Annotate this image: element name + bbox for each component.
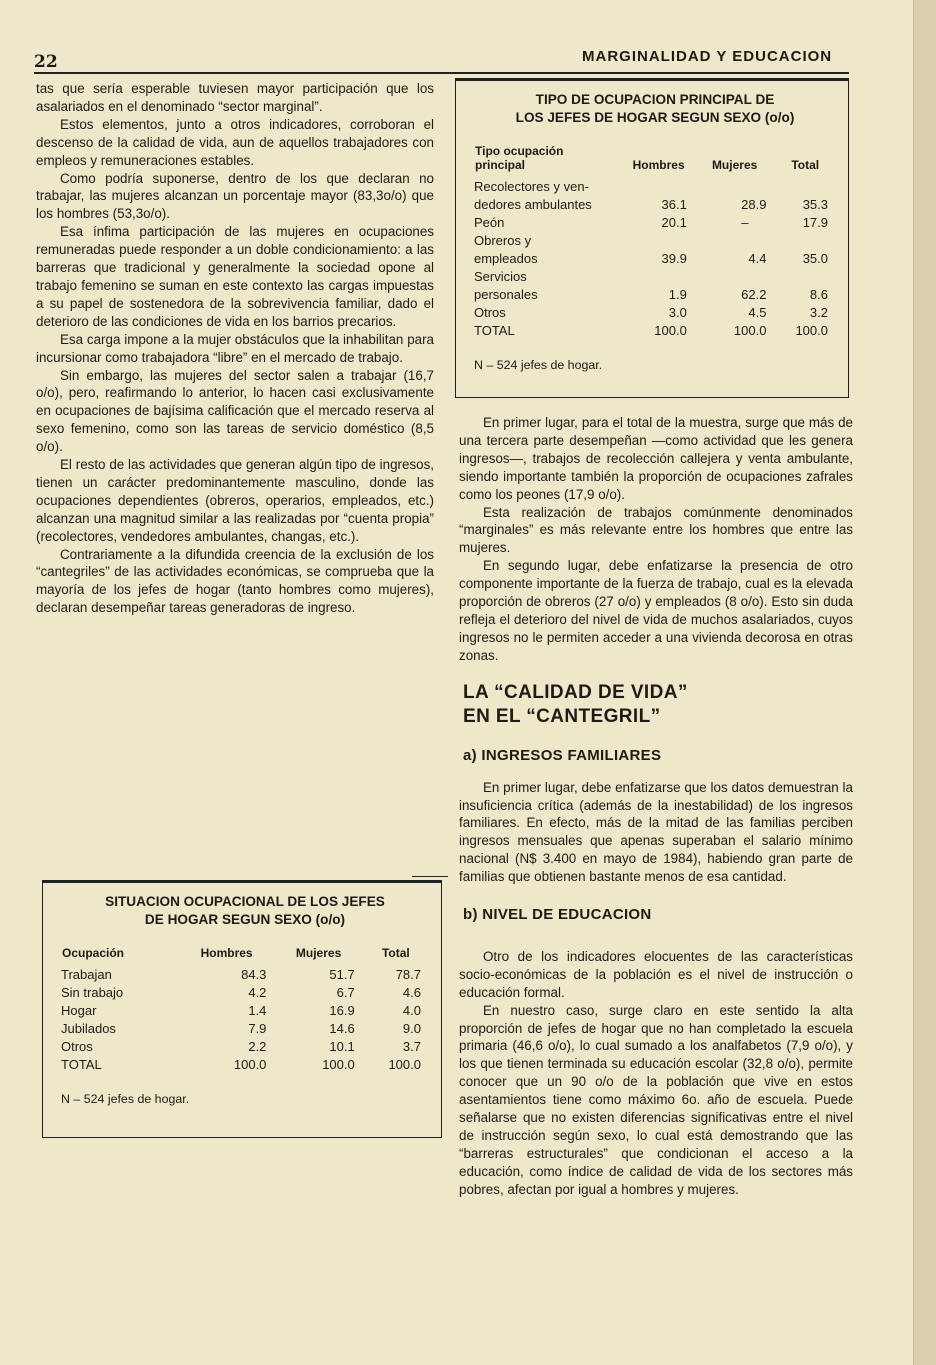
table-note: N – 524 jefes de hogar. — [61, 1092, 190, 1106]
table-row — [61, 1038, 429, 1056]
cell: 6.7 — [336, 985, 355, 1000]
cell: 3.2 — [809, 305, 828, 320]
row-label: Recolectores y ven- — [474, 179, 589, 194]
cell — [774, 178, 836, 196]
column-header — [474, 143, 622, 178]
cell: 10.1 — [329, 1039, 355, 1054]
cell: 8.6 — [809, 287, 828, 302]
cell: 100.0 — [654, 323, 687, 338]
cell: 62.2 — [741, 287, 767, 302]
row-label: dedores ambulantes — [474, 197, 592, 212]
cell: 100.0 — [795, 323, 828, 338]
cell: 7.9 — [248, 1021, 267, 1036]
cell: 9.0 — [402, 1021, 421, 1036]
cell: 16.9 — [329, 1003, 355, 1018]
column-header: Mujeres — [295, 946, 342, 960]
paragraph: Esta realización de trabajos comúnmente denominados “marginales” es más relevante entre los hombres que entre las mujeres. — [459, 504, 853, 556]
subsection-title: a) INGRESOS FAMILIARES — [463, 746, 662, 764]
right-column — [459, 414, 853, 1199]
table-row — [61, 1020, 429, 1038]
cell — [695, 232, 775, 250]
table-occupation-type — [455, 78, 849, 398]
cell — [774, 232, 836, 250]
row-label: personales — [474, 287, 538, 302]
table-row — [61, 984, 429, 1002]
cell — [774, 268, 836, 286]
left-column — [36, 80, 434, 617]
row-label: Jubilados — [61, 1021, 116, 1036]
paragraph: El resto de las actividades que generan algún tipo de ingresos, tienen un carácter predominantemente masculino, donde las ocupaciones dependientes (obreros, operarios, empleados, etc.) alcanzan una magnitud similar a las realizadas por “cuenta propia” (recolectores, vendedores ambulantes, changas, etc.). — [36, 457, 434, 544]
cell — [622, 232, 694, 250]
table-row — [61, 1056, 429, 1074]
paragraph: Esa ínfima participación de las mujeres en ocupaciones remuneradas puede responder a un doble condicionamiento: a las barreras que tradicional y generalmente la sociedad opone al trabajo femenino se suman en este contexto las cargas impuestas a su papel de sostenedora de la sobrevivencia familiar, dado el deterioro de las condiciones de vida en los barrios precarios. — [36, 224, 434, 329]
cell: 35.3 — [802, 197, 828, 212]
table-row — [474, 322, 836, 340]
column-header: Mujeres — [711, 158, 758, 172]
paragraph: Otro de los indicadores elocuentes de las características socio-económicas de la población es el nivel de instrucción o educación formal. — [459, 948, 853, 1000]
cell: 100.0 — [733, 323, 767, 338]
paragraph: Como podría suponerse, dentro de los que declaran no trabajar, las mujeres alcanzan un porcentaje mayor (83,3o/o) que los hombres (53,3o/o). — [36, 170, 434, 222]
cell: 78.7 — [395, 967, 421, 982]
section-title — [463, 681, 853, 729]
cell: 51.7 — [329, 967, 355, 982]
row-label: Otros — [474, 305, 506, 320]
table-row — [474, 286, 836, 304]
cell: 84.3 — [241, 967, 267, 982]
cell: 100.0 — [322, 1057, 355, 1072]
box-connector-rule — [412, 876, 448, 877]
cell: 4.2 — [248, 985, 267, 1000]
table-row — [474, 304, 836, 322]
column-header: Ocupación — [62, 946, 125, 960]
cell: 36.1 — [661, 197, 687, 212]
header-rule — [34, 72, 849, 74]
cell: 4.5 — [748, 305, 767, 320]
paragraph: En primer lugar, debe enfatizarse que los datos demuestran la insuficiencia crítica (además de la inestabilidad) de los ingresos familiares. En efecto, más de la mitad de las familias perciben ingresos mensuales que apenas superaban el salario mínimo nacional (N$ 3.400 en mayo de 1984), habiendo gran parte de familias que obtienen bastante menos de esa cantidad. — [459, 779, 853, 885]
data-table — [474, 143, 836, 340]
row-label: Peón — [474, 215, 505, 230]
row-label: TOTAL — [61, 1057, 102, 1072]
cell: – — [741, 215, 749, 230]
cell: 2.2 — [248, 1039, 267, 1054]
row-label: Sin trabajo — [61, 985, 124, 1000]
table-title-line: DE HOGAR SEGUN SEXO (o/o) — [144, 912, 346, 927]
cell: 14.6 — [329, 1021, 355, 1036]
running-head: MARGINALIDAD Y EDUCACION — [582, 48, 833, 65]
cell: 100.0 — [388, 1057, 421, 1072]
page-edge — [913, 0, 936, 1365]
table-title — [474, 91, 836, 127]
cell: 28.9 — [741, 197, 767, 212]
table-row — [474, 214, 836, 232]
cell — [622, 178, 694, 196]
cell: 1.4 — [248, 1003, 267, 1018]
table-row — [474, 178, 836, 196]
paragraph: Contrariamente a la difundida creencia de la exclusión de los “cantegriles” de las actividades económicas, se comprueba que la mayoría de los jefes de hogar (tanto hombres como mujeres), declaran desempeñar tareas generadoras de ingreso. — [36, 546, 434, 616]
cell — [622, 268, 694, 286]
cell: 3.7 — [402, 1039, 421, 1054]
row-label: Hogar — [61, 1003, 97, 1018]
column-header: Hombres — [200, 946, 253, 960]
paragraph: Esa carga impone a la mujer obstáculos que la inhabilitan para incursionar como trabajadora “libre” en el mercado de trabajo. — [36, 331, 434, 365]
cell: 3.0 — [668, 305, 687, 320]
table-title-line: SITUACION OCUPACIONAL DE LOS JEFES — [105, 894, 385, 909]
section-title-line: LA “CALIDAD DE VIDA” — [463, 681, 688, 703]
paragraph: En nuestro caso, surge claro en este sentido la alta proporción de jefes de hogar que no han completado la escuela primaria (46,6 o/o), lo cual sumado a los analfabetos (7,9 o/o), y los que tienen terminada su educación escolar (32,8 o/o), permite conocer que un 90 o/o de la población que vive en estos asentamientos tiene como máximo 6o. año de escuela. Puede señalarse que no existen diferencias significativas entre el nivel de instrucción según sexo, lo cual está demostrando que las “barreras estructurales” que condicionan el acceso a la educación, como índice de calidad de vida de los sectores más pobres, afectan por igual a hombres y mujeres. — [459, 1002, 853, 1197]
paragraph: En segundo lugar, debe enfatizarse la presencia de otro componente importante de la fuerza de trabajo, cual es la elevada proporción de obreros (27 o/o) y empleados (8 o/o). Esto sin duda refleja el deterioro del nivel de vida de muchos asalariados, cuyos ingresos no le permiten acceder a una vivienda decorosa en otras zonas. — [459, 558, 853, 663]
paragraph: Estos elementos, junto a otros indicadores, corroboran el descenso de la calidad de vida, aun de aquellos trabajadores con empleos y remuneraciones estables. — [36, 116, 434, 168]
table-row — [61, 966, 429, 984]
table-title — [61, 893, 429, 929]
cell: 4.0 — [402, 1003, 421, 1018]
paragraph: tas que sería esperable tuviesen mayor participación que los asalariados en el denominado “sector marginal”. — [36, 81, 434, 114]
cell: 4.6 — [402, 985, 421, 1000]
column-header: Hombres — [632, 158, 685, 172]
table-note: N – 524 jefes de hogar. — [474, 358, 603, 372]
column-header-line: principal — [475, 158, 526, 172]
column-header-line: Tipo ocupación — [475, 144, 564, 158]
row-label: Trabajan — [61, 967, 112, 982]
row-label: empleados — [474, 251, 538, 266]
cell — [695, 268, 775, 286]
data-table — [61, 945, 429, 1074]
cell: 100.0 — [233, 1057, 267, 1072]
row-label: Otros — [61, 1039, 93, 1054]
column-header: Total — [791, 158, 820, 172]
cell: 35.0 — [802, 251, 828, 266]
cell: 20.1 — [661, 215, 687, 230]
row-label: TOTAL — [474, 323, 515, 338]
cell — [695, 178, 775, 196]
table-row — [474, 196, 836, 214]
table-row — [474, 250, 836, 268]
section-title-line: EN EL “CANTEGRIL” — [463, 705, 661, 727]
page-number: 22 — [34, 52, 58, 72]
table-row — [61, 1002, 429, 1020]
subsection-title: b) NIVEL DE EDUCACION — [463, 906, 652, 924]
row-label: Obreros y — [474, 233, 532, 248]
table-row — [474, 268, 836, 286]
cell: 39.9 — [661, 251, 687, 266]
cell: 1.9 — [668, 287, 687, 302]
table-title-line: LOS JEFES DE HOGAR SEGUN SEXO (o/o) — [515, 110, 795, 125]
paragraph: En primer lugar, para el total de la muestra, surge que más de una tercera parte desempeñan —como actividad que les genera ingresos—, trabajos de recolección callejera y venta ambulante, siendo importante también la proporción de ocupaciones zafrales como los peones (17,9 o/o). — [459, 415, 853, 502]
cell: 17.9 — [802, 215, 828, 230]
column-header: Total — [381, 946, 410, 960]
table-row — [474, 232, 836, 250]
table-occupational-status — [42, 880, 442, 1138]
table-title-line: TIPO DE OCUPACION PRINCIPAL DE — [535, 92, 775, 107]
cell: 4.4 — [748, 251, 767, 266]
row-label: Servicios — [474, 269, 527, 284]
paragraph: Sin embargo, las mujeres del sector salen a trabajar (16,7 o/o), pero, reafirmando lo anterior, lo hacen casi exclusivamente en ocupaciones de bajísima calificación que el mercado reserva al sexo femenino, como son las tareas de servicio doméstico (8,5 o/o). — [36, 367, 434, 455]
